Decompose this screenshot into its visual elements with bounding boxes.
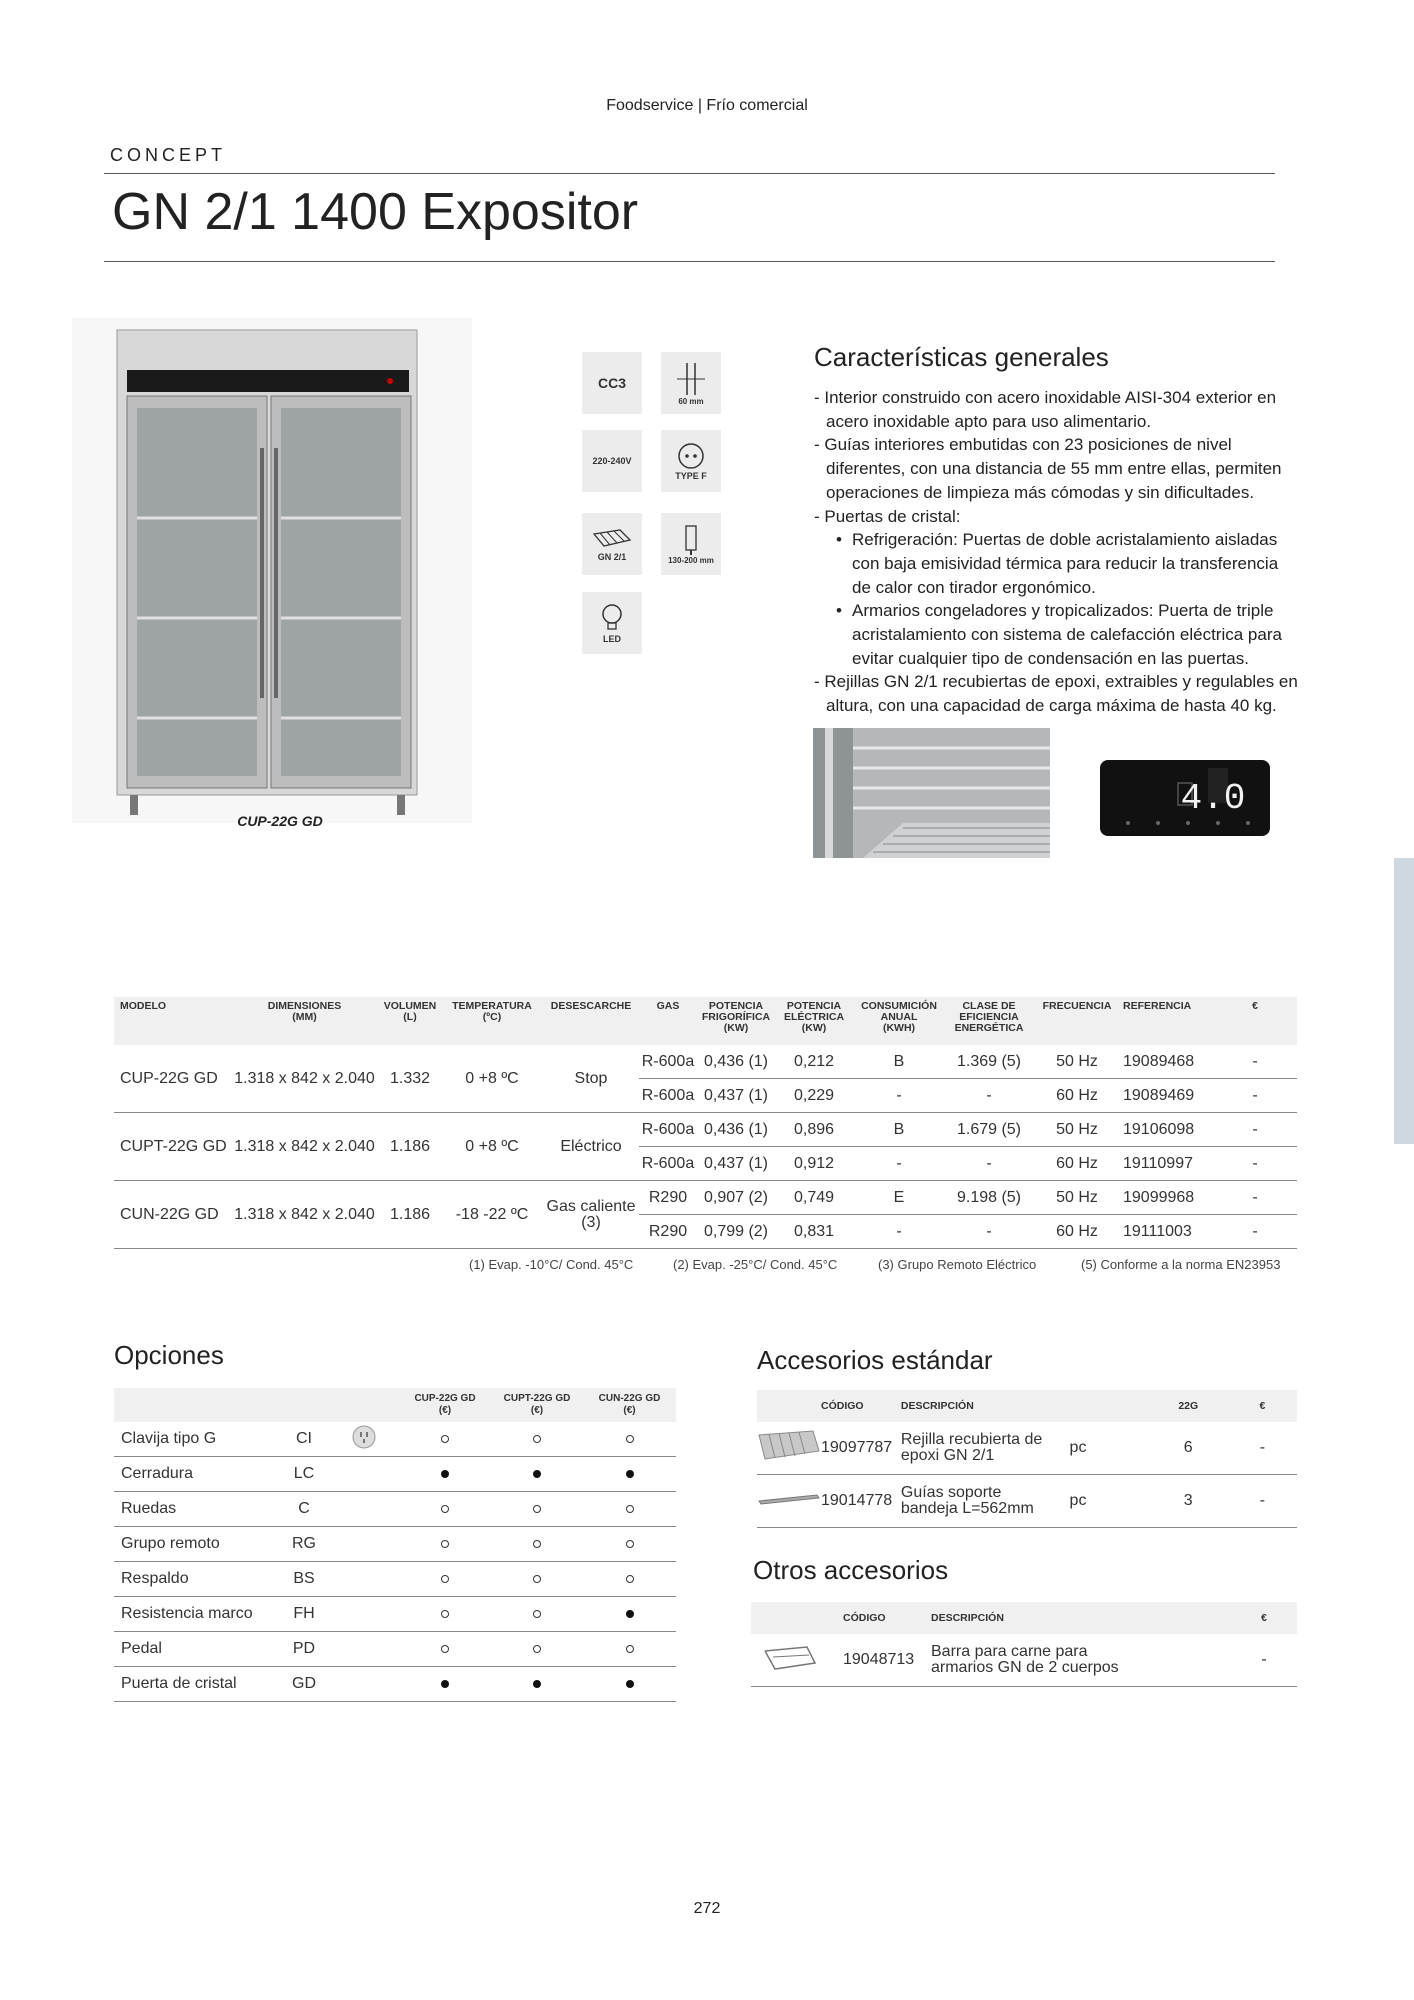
col-codigo: CÓDIGO <box>821 1390 901 1422</box>
option-label: Pedal <box>114 1632 279 1667</box>
optional-dot <box>626 1645 634 1653</box>
optional-dot <box>441 1575 449 1583</box>
cell-ce: - <box>945 1215 1033 1249</box>
std-accessories-header-row <box>757 1390 1297 1422</box>
col-potencia-electrica: POTENCIA ELÉCTRICA (KW) <box>775 997 853 1045</box>
cell-eur: - <box>1213 1181 1297 1215</box>
guide-thumbnail <box>757 1475 821 1528</box>
option-code: LC <box>279 1457 329 1492</box>
cell-ref: 19099968 <box>1121 1181 1213 1215</box>
option-label: Clavija tipo G <box>114 1422 279 1457</box>
digital-display-photo <box>1098 758 1272 838</box>
col-descripcion: DESCRIPCIÓN <box>901 1390 1070 1422</box>
option-availability <box>399 1492 491 1527</box>
options-header-row <box>114 1388 676 1422</box>
option-icon-cell <box>329 1457 399 1492</box>
characteristics-bullet: • Armarios congeladores y tropicalizados: Puerta de triple <box>836 601 1274 621</box>
col-potencia-frigorifica: POTENCIA FRIGORÍFICA (KW) <box>697 997 775 1045</box>
cell-ce: 9.198 (5) <box>945 1181 1033 1215</box>
side-tab <box>1394 858 1414 1144</box>
page-number: 272 <box>693 1900 721 1917</box>
model-dimensions: 1.318 x 842 x 2.040 <box>230 1113 379 1181</box>
display-reading: 4.0 <box>1180 778 1246 819</box>
footnote-2: (2) Evap. -25°C/ Cond. 45°C <box>673 1257 838 1272</box>
option-icon-cell <box>329 1422 399 1457</box>
cell-ca: E <box>853 1181 945 1215</box>
col-precio: € <box>1231 1602 1297 1634</box>
option-code: PD <box>279 1632 329 1667</box>
col-descripcion: DESCRIPCIÓN <box>931 1602 1231 1634</box>
option-availability <box>583 1597 676 1632</box>
cc3-icon: CC3 <box>582 352 642 414</box>
cell-ca: B <box>853 1045 945 1079</box>
cell-gas: R-600a <box>639 1045 697 1079</box>
option-icon-cell <box>329 1527 399 1562</box>
cell-ce: - <box>945 1079 1033 1113</box>
table-row <box>114 1422 676 1457</box>
meat-bar-thumbnail <box>751 1634 843 1687</box>
characteristics-line: acristalamiento con sistema de calefacción eléctrica para <box>852 625 1282 645</box>
standard-dot <box>441 1680 449 1688</box>
optional-dot <box>533 1575 541 1583</box>
model-defrost: Eléctrico <box>543 1113 639 1181</box>
table-row <box>114 1113 1297 1147</box>
col-referencia: REFERENCIA <box>1121 997 1213 1045</box>
cell-pe: 0,749 <box>775 1181 853 1215</box>
model-name: CUN-22G GD <box>114 1181 230 1249</box>
cell-ce: 1.679 (5) <box>945 1113 1033 1147</box>
optional-dot <box>533 1645 541 1653</box>
option-code: C <box>279 1492 329 1527</box>
table-row <box>114 1457 676 1492</box>
model-temperature: -18 -22 ºC <box>441 1181 543 1249</box>
characteristics-line: de calor con tirador ergonómico. <box>852 577 1096 597</box>
option-availability <box>399 1667 491 1702</box>
interior-rack-photo <box>813 728 1050 858</box>
cell-frec: 50 Hz <box>1033 1113 1121 1147</box>
specs-header-row <box>114 997 1297 1045</box>
col-dimensiones: DIMENSIONES (MM) <box>230 997 379 1045</box>
footnote-1: (1) Evap. -10°C/ Cond. 45°C <box>469 1257 634 1272</box>
optional-dot <box>441 1540 449 1548</box>
option-icon-cell <box>329 1492 399 1527</box>
col-cupt: CUPT-22G GD (€) <box>491 1388 583 1422</box>
cell-qty: 6 <box>1149 1422 1228 1475</box>
other-accessories-header-row <box>751 1602 1297 1634</box>
cell-ca: - <box>853 1215 945 1249</box>
option-label: Puerta de cristal <box>114 1667 279 1702</box>
optional-dot <box>533 1505 541 1513</box>
page-title: GN 2/1 1400 Expositor <box>112 183 639 241</box>
col-consumicion: CONSUMICIÓN ANUAL (KWH) <box>853 997 945 1045</box>
col-precio: € <box>1228 1390 1297 1422</box>
option-icon-cell <box>329 1632 399 1667</box>
model-defrost: Stop <box>543 1045 639 1113</box>
model-dimensions: 1.318 x 842 x 2.040 <box>230 1181 379 1249</box>
cell-eur: - <box>1213 1215 1297 1249</box>
option-label: Resistencia marco <box>114 1597 279 1632</box>
footnote-5: (5) Conforme a la norma EN23953 <box>1081 1257 1281 1272</box>
option-label: Cerradura <box>114 1457 279 1492</box>
cell-pf: 0,437 (1) <box>697 1147 775 1181</box>
option-availability <box>583 1632 676 1667</box>
table-row <box>757 1422 1297 1475</box>
table-row <box>751 1634 1297 1687</box>
option-code: RG <box>279 1527 329 1562</box>
divider <box>104 261 1275 262</box>
option-label: Ruedas <box>114 1492 279 1527</box>
plug-g-icon <box>351 1424 377 1450</box>
model-volume: 1.186 <box>379 1181 441 1249</box>
cell-eur: - <box>1213 1045 1297 1079</box>
depth-icon: 60 mm <box>661 352 721 414</box>
col-volumen: VOLUMEN (L) <box>379 997 441 1045</box>
model-name: CUP-22G GD <box>114 1045 230 1113</box>
cell-ce: 1.369 (5) <box>945 1045 1033 1079</box>
series-label: CONCEPT <box>110 145 227 165</box>
option-availability <box>399 1597 491 1632</box>
footnote-3: (3) Grupo Remoto Eléctrico <box>878 1257 1037 1272</box>
other-accessories-title: Otros accesorios <box>753 1555 949 1585</box>
option-availability <box>583 1527 676 1562</box>
option-availability <box>399 1527 491 1562</box>
divider <box>104 173 1275 174</box>
optional-dot <box>626 1435 634 1443</box>
cell-codigo: 19097787 <box>821 1422 901 1475</box>
table-row <box>114 1667 676 1702</box>
option-availability <box>583 1562 676 1597</box>
cell-pf: 0,907 (2) <box>697 1181 775 1215</box>
characteristics-line: evitar cualquier tipo de condensación en las puertas. <box>852 648 1249 668</box>
characteristics-line: diferentes, con una distancia de 55 mm entre ellas, permiten <box>826 459 1282 479</box>
option-code: CI <box>279 1422 329 1457</box>
option-availability <box>399 1422 491 1457</box>
cell-pf: 0,437 (1) <box>697 1079 775 1113</box>
standard-dot <box>626 1610 634 1618</box>
cell-descripcion: Guías soporte bandeja L=562mm <box>901 1475 1070 1528</box>
product-caption: CUP-22G GD <box>237 813 323 829</box>
col-codigo: CÓDIGO <box>843 1602 931 1634</box>
table-row <box>114 1492 676 1527</box>
col-temperatura: TEMPERATURA (ºC) <box>441 997 543 1045</box>
cell-ref: 19089469 <box>1121 1079 1213 1113</box>
plug-icon: TYPE F <box>661 430 721 492</box>
optional-dot <box>533 1540 541 1548</box>
optional-dot <box>533 1435 541 1443</box>
option-icon-cell <box>329 1597 399 1632</box>
cell-pf: 0,799 (2) <box>697 1215 775 1249</box>
cell-frec: 60 Hz <box>1033 1147 1121 1181</box>
table-row <box>114 1527 676 1562</box>
standard-dot <box>533 1470 541 1478</box>
option-availability <box>491 1457 583 1492</box>
option-availability <box>491 1527 583 1562</box>
col-22g: 22G <box>1149 1390 1228 1422</box>
other-accessories-table <box>751 1602 1297 1687</box>
cell-gas: R-600a <box>639 1079 697 1113</box>
optional-dot <box>441 1505 449 1513</box>
option-code: FH <box>279 1597 329 1632</box>
option-availability <box>583 1667 676 1702</box>
characteristics-title: Características generales <box>814 342 1109 372</box>
option-availability <box>399 1632 491 1667</box>
characteristics-line: acero inoxidable apto para uso alimentario. <box>826 411 1152 431</box>
col-cup: CUP-22G GD (€) <box>399 1388 491 1422</box>
table-row <box>114 1562 676 1597</box>
standard-dot <box>441 1470 449 1478</box>
model-dimensions: 1.318 x 842 x 2.040 <box>230 1045 379 1113</box>
cell-eur: - <box>1213 1079 1297 1113</box>
col-precio: € <box>1213 997 1297 1045</box>
col-frecuencia: FRECUENCIA <box>1033 997 1121 1045</box>
option-availability <box>399 1457 491 1492</box>
table-row <box>114 1181 1297 1215</box>
cell-pf: 0,436 (1) <box>697 1113 775 1147</box>
option-availability <box>583 1492 676 1527</box>
cell-gas: R-600a <box>639 1113 697 1147</box>
cell-gas: R-600a <box>639 1147 697 1181</box>
std-accessories-title: Accesorios estándar <box>757 1345 993 1375</box>
characteristics-line: altura, con una capacidad de carga máxima de hasta 40 kg. <box>826 696 1277 716</box>
model-volume: 1.332 <box>379 1045 441 1113</box>
optional-dot <box>626 1575 634 1583</box>
option-availability <box>491 1492 583 1527</box>
rack-thumbnail <box>757 1422 821 1475</box>
cell-pe: 0,229 <box>775 1079 853 1113</box>
cell-frec: 50 Hz <box>1033 1045 1121 1079</box>
optional-dot <box>533 1610 541 1618</box>
cell-codigo: 19014778 <box>821 1475 901 1528</box>
table-row <box>757 1475 1297 1528</box>
col-cun: CUN-22G GD (€) <box>583 1388 676 1422</box>
cell-descripcion: Barra para carne para armarios GN de 2 cuerpos <box>931 1634 1231 1687</box>
cell-pe: 0,896 <box>775 1113 853 1147</box>
cell-unit: pc <box>1070 1422 1149 1475</box>
gn-tray-icon: GN 2/1 <box>582 513 642 575</box>
characteristics-line: - Interior construido con acero inoxidable AISI-304 exterior en <box>814 388 1277 407</box>
option-availability <box>491 1562 583 1597</box>
led-icon: LED <box>582 592 642 654</box>
model-defrost: Gas caliente (3) <box>543 1181 639 1249</box>
cell-eur: - <box>1213 1113 1297 1147</box>
option-label: Respaldo <box>114 1562 279 1597</box>
table-row <box>114 1045 1297 1079</box>
cell-gas: R290 <box>639 1181 697 1215</box>
characteristics-bullet: • Refrigeración: Puertas de doble acristalamiento aisladas <box>836 530 1278 550</box>
optional-dot <box>441 1610 449 1618</box>
cell-ca: B <box>853 1113 945 1147</box>
col-desescarche: DESESCARCHE <box>543 997 639 1045</box>
cell-frec: 60 Hz <box>1033 1079 1121 1113</box>
cell-eur: - <box>1231 1634 1297 1687</box>
option-label: Grupo remoto <box>114 1527 279 1562</box>
cell-frec: 60 Hz <box>1033 1215 1121 1249</box>
cell-eur: - <box>1213 1147 1297 1181</box>
adjustable-feet-icon: 130-200 mm <box>661 513 721 575</box>
characteristics-list <box>814 386 1298 718</box>
table-row <box>114 1597 676 1632</box>
cell-pe: 0,212 <box>775 1045 853 1079</box>
option-icon-cell <box>329 1562 399 1597</box>
cell-descripcion: Rejilla recubierta de epoxi GN 2/1 <box>901 1422 1070 1475</box>
standard-dot <box>626 1680 634 1688</box>
model-volume: 1.186 <box>379 1113 441 1181</box>
cell-pe: 0,831 <box>775 1215 853 1249</box>
options-table <box>114 1388 676 1702</box>
voltage-icon: 220-240V <box>582 430 642 492</box>
cell-pf: 0,436 (1) <box>697 1045 775 1079</box>
options-title: Opciones <box>114 1340 224 1370</box>
option-availability <box>399 1562 491 1597</box>
option-availability <box>491 1597 583 1632</box>
option-availability <box>491 1422 583 1457</box>
characteristics-line: - Guías interiores embutidas con 23 posiciones de nivel <box>814 435 1232 455</box>
option-code: GD <box>279 1667 329 1702</box>
optional-dot <box>626 1540 634 1548</box>
characteristics-line: - Rejillas GN 2/1 recubiertas de epoxi, extraibles y regulables en <box>814 672 1298 692</box>
standard-dot <box>626 1470 634 1478</box>
optional-dot <box>441 1435 449 1443</box>
option-availability <box>583 1422 676 1457</box>
specs-table <box>114 997 1297 1249</box>
cell-eur: - <box>1228 1422 1297 1475</box>
cell-codigo: 19048713 <box>843 1634 931 1687</box>
col-modelo: MODELO <box>114 997 230 1045</box>
cell-pe: 0,912 <box>775 1147 853 1181</box>
cell-eur: - <box>1228 1475 1297 1528</box>
cell-ref: 19106098 <box>1121 1113 1213 1147</box>
table-row <box>114 1632 676 1667</box>
cell-ce: - <box>945 1147 1033 1181</box>
option-code: BS <box>279 1562 329 1597</box>
col-gas: GAS <box>639 997 697 1045</box>
cell-ref: 19110997 <box>1121 1147 1213 1181</box>
option-availability <box>491 1632 583 1667</box>
cell-ca: - <box>853 1147 945 1181</box>
characteristics-line: operaciones de limpieza más cómodas y sin dificultades. <box>826 482 1255 502</box>
cell-qty: 3 <box>1149 1475 1228 1528</box>
cell-gas: R290 <box>639 1215 697 1249</box>
product-image <box>72 318 472 823</box>
col-clase-eficiencia: CLASE DE EFICIENCIA ENERGÉTICA <box>945 997 1033 1045</box>
cell-frec: 50 Hz <box>1033 1181 1121 1215</box>
optional-dot <box>441 1645 449 1653</box>
standard-dot <box>533 1680 541 1688</box>
characteristics-line: con baja emisividad térmica para reducir la transferencia <box>852 553 1279 573</box>
cell-ca: - <box>853 1079 945 1113</box>
section-header: Foodservice | Frío comercial <box>606 97 808 114</box>
std-accessories-table <box>757 1390 1297 1528</box>
cell-ref: 19111003 <box>1121 1215 1213 1249</box>
option-icon-cell <box>329 1667 399 1702</box>
model-temperature: 0 +8 ºC <box>441 1113 543 1181</box>
cell-ref: 19089468 <box>1121 1045 1213 1079</box>
model-temperature: 0 +8 ºC <box>441 1045 543 1113</box>
cell-unit: pc <box>1070 1475 1149 1528</box>
model-name: CUPT-22G GD <box>114 1113 230 1181</box>
option-availability <box>583 1457 676 1492</box>
optional-dot <box>626 1505 634 1513</box>
option-availability <box>491 1667 583 1702</box>
characteristics-line: - Puertas de cristal: <box>814 506 961 526</box>
